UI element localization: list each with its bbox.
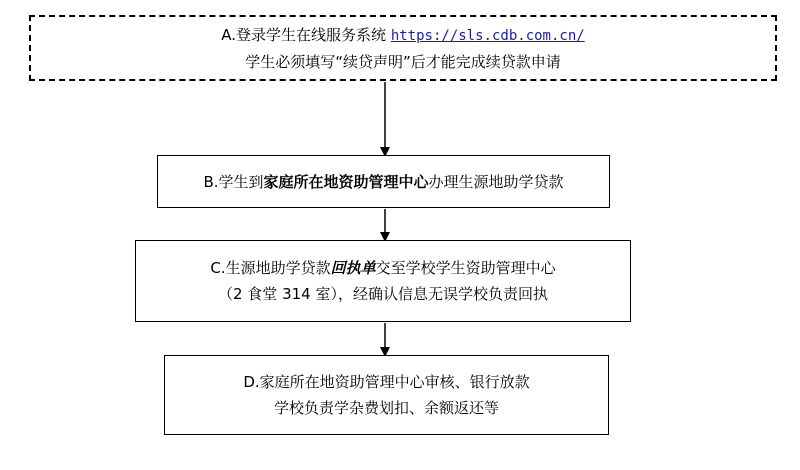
step-b-line — [203, 169, 563, 195]
step-c-prefix: C.生源地助学贷款 — [210, 259, 331, 277]
step-b-box — [157, 155, 610, 208]
step-b-suffix: 办理生源地助学贷款 — [428, 172, 564, 191]
step-a-line1 — [221, 22, 584, 49]
step-c-bold: 回执单 — [330, 259, 376, 277]
step-c-line1 — [210, 255, 555, 281]
service-system-link[interactable]: https://sls.cdb.com.cn/ — [390, 27, 585, 44]
step-d-line1: D.家庭所在地资助管理中心审核、银行放款 — [243, 373, 530, 391]
step-d-box — [164, 355, 609, 435]
step-a-line2: 学生必须填写“续贷声明”后才能完成续贷款申请 — [245, 52, 561, 71]
step-a-text: A.登录学生在线服务系统 — [221, 25, 391, 44]
step-c-line2: （2 食堂 314 室），经确认信息无误学校负责回执 — [218, 285, 548, 303]
step-d-line2: 学校负责学杂费划扣、余额返还等 — [273, 399, 499, 417]
step-a-box — [29, 15, 777, 81]
step-b-bold: 家庭所在地资助管理中心 — [263, 172, 429, 191]
step-c-suffix: 交至学校学生资助管理中心 — [375, 259, 556, 277]
step-c-box — [135, 240, 631, 322]
step-b-prefix: B.学生到 — [203, 172, 264, 191]
